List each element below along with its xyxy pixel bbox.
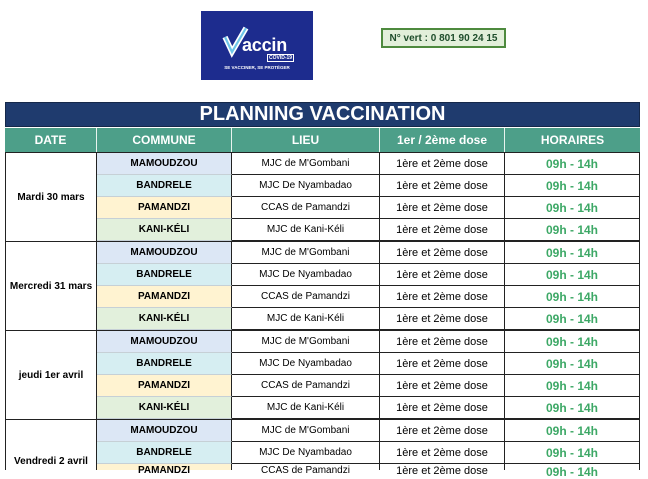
table-row bbox=[97, 397, 640, 419]
horaires-cell: 09h - 14h bbox=[505, 286, 640, 308]
horaires-cell: 09h - 14h bbox=[505, 331, 640, 353]
commune-cell: PAMANDZI bbox=[97, 197, 232, 219]
table-row bbox=[97, 353, 640, 375]
commune-cell: KANI-KÉLI bbox=[97, 397, 232, 419]
vaccin-covid-logo bbox=[201, 11, 313, 80]
horaires-cell: 09h - 14h bbox=[505, 353, 640, 375]
horaires-cell: 09h - 14h bbox=[505, 153, 640, 175]
dose-cell: 1ère et 2ème dose bbox=[380, 375, 505, 397]
lieu-cell: MJC de Kani-Kéli bbox=[232, 397, 380, 419]
table-row bbox=[97, 286, 640, 308]
commune-cell: MAMOUDZOU bbox=[97, 153, 232, 175]
dose-cell: 1ère et 2ème dose bbox=[380, 153, 505, 175]
table-row bbox=[97, 219, 640, 241]
horaires-cell: 09h - 14h bbox=[505, 442, 640, 464]
header-horaires: HORAIRES bbox=[540, 133, 605, 147]
dose-cell: 1ère et 2ème dose bbox=[380, 397, 505, 419]
commune-cell: PAMANDZI bbox=[97, 464, 232, 470]
table-row bbox=[97, 375, 640, 397]
header-lieu: LIEU bbox=[232, 128, 380, 152]
day-group-jeudi-1er-avril bbox=[5, 330, 640, 419]
horaires-cell: 09h - 14h bbox=[505, 175, 640, 197]
dose-cell: 1ère et 2ème dose bbox=[380, 219, 505, 241]
commune-cell: BANDRELE bbox=[97, 353, 232, 375]
lieu-cell: MJC de Kani-Kéli bbox=[232, 308, 380, 330]
commune-cell: MAMOUDZOU bbox=[97, 331, 232, 353]
lieu-cell: CCAS de Pamandzi bbox=[232, 286, 380, 308]
table-row bbox=[97, 242, 640, 264]
table-row bbox=[97, 197, 640, 219]
horaires-cell: 09h - 14h bbox=[505, 242, 640, 264]
logo-tagline: SE VACCINER, SE PROTÉGER bbox=[224, 65, 290, 70]
dose-cell: 1ère et 2ème dose bbox=[380, 353, 505, 375]
commune-cell: PAMANDZI bbox=[97, 286, 232, 308]
header-commune: COMMUNE bbox=[97, 128, 232, 152]
table-title: PLANNING VACCINATION bbox=[5, 102, 640, 127]
lieu-cell: MJC De Nyambadao bbox=[232, 442, 380, 464]
dose-cell: 1ère et 2ème dose bbox=[380, 242, 505, 264]
commune-cell: BANDRELE bbox=[97, 442, 232, 464]
lieu-cell: MJC de M'Gombani bbox=[232, 242, 380, 264]
dose-cell: 1ère et 2ème dose bbox=[380, 286, 505, 308]
lieu-cell: CCAS de Pamandzi bbox=[232, 197, 380, 219]
date-cell: Mercredi 31 mars bbox=[5, 242, 97, 330]
table-row bbox=[97, 308, 640, 330]
horaires-cell: 09h - 14h bbox=[505, 375, 640, 397]
horaires-cell: 09h - 14h bbox=[505, 219, 640, 241]
dose-cell: 1ère et 2ème dose bbox=[380, 175, 505, 197]
horaires-cell: 09h - 14h bbox=[505, 308, 640, 330]
header-dose: 1er / 2ème dose bbox=[380, 128, 505, 152]
vaccination-planning-table bbox=[5, 102, 640, 479]
dose-cell: 1ère et 2ème dose bbox=[380, 308, 505, 330]
day-group-mercredi-31-mars bbox=[5, 241, 640, 330]
lieu-cell: MJC de M'Gombani bbox=[232, 420, 380, 442]
lieu-cell: MJC De Nyambadao bbox=[232, 264, 380, 286]
table-row bbox=[97, 420, 640, 442]
lieu-cell: CCAS de Pamandzi bbox=[232, 375, 380, 397]
commune-cell: BANDRELE bbox=[97, 175, 232, 197]
commune-cell: KANI-KÉLI bbox=[97, 219, 232, 241]
lieu-cell: MJC de M'Gombani bbox=[232, 331, 380, 353]
date-cell: jeudi 1er avril bbox=[5, 331, 97, 419]
dose-cell: 1ère et 2ème dose bbox=[380, 442, 505, 464]
logo-word: accin bbox=[242, 35, 288, 55]
date-cell: Vendredi 2 avril bbox=[5, 420, 97, 470]
table-row bbox=[97, 153, 640, 175]
table-row bbox=[97, 464, 640, 479]
commune-cell: KANI-KÉLI bbox=[97, 308, 232, 330]
lieu-cell: CCAS de Pamandzi bbox=[232, 464, 380, 470]
commune-cell: MAMOUDZOU bbox=[97, 242, 232, 264]
dose-cell: 1ère et 2ème dose bbox=[380, 197, 505, 219]
horaires-cell: 09h - 14h bbox=[505, 464, 640, 470]
table-row bbox=[97, 442, 640, 464]
header-date: DATE bbox=[5, 128, 97, 152]
table-row bbox=[97, 175, 640, 197]
commune-cell: PAMANDZI bbox=[97, 375, 232, 397]
lieu-cell: MJC de M'Gombani bbox=[232, 153, 380, 175]
day-group-mardi-30-mars bbox=[5, 152, 640, 241]
table-row bbox=[97, 264, 640, 286]
lieu-cell: MJC De Nyambadao bbox=[232, 175, 380, 197]
horaires-cell: 09h - 14h bbox=[505, 397, 640, 419]
table-header-row bbox=[5, 128, 640, 152]
horaires-cell: 09h - 14h bbox=[505, 264, 640, 286]
dose-cell: 1ère et 2ème dose bbox=[380, 264, 505, 286]
lieu-cell: MJC De Nyambadao bbox=[232, 353, 380, 375]
dose-cell: 1ère et 2ème dose bbox=[380, 464, 505, 470]
date-cell: Mardi 30 mars bbox=[5, 153, 97, 241]
lieu-cell: MJC de Kani-Kéli bbox=[232, 219, 380, 241]
dose-cell: 1ère et 2ème dose bbox=[380, 420, 505, 442]
commune-cell: MAMOUDZOU bbox=[97, 420, 232, 442]
logo-covid-badge: COVID-19 bbox=[269, 55, 293, 61]
day-group-vendredi-2-avril bbox=[5, 419, 640, 479]
horaires-cell: 09h - 14h bbox=[505, 420, 640, 442]
horaires-cell: 09h - 14h bbox=[505, 197, 640, 219]
commune-cell: BANDRELE bbox=[97, 264, 232, 286]
hotline-number-badge: N° vert : 0 801 90 24 15 bbox=[381, 28, 506, 48]
dose-cell: 1ère et 2ème dose bbox=[380, 331, 505, 353]
table-row bbox=[97, 331, 640, 353]
